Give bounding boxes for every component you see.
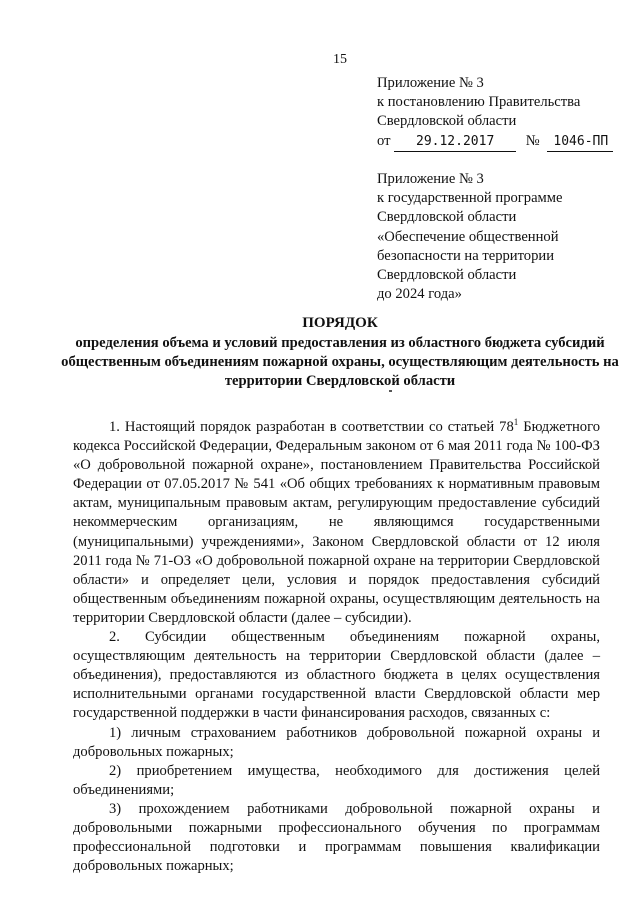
appendix-program-line4: «Обеспечение общественной xyxy=(377,228,559,245)
appendix-program-block xyxy=(377,170,563,304)
appendix-program-line2: к государственной программе xyxy=(377,190,563,207)
appendix-resolution-line2: к постановлению Правительства xyxy=(377,94,581,111)
appendix-program-line7: до 2024 года» xyxy=(377,286,462,303)
list-item-3: 3) прохождением работниками добровольной пожарной охраны и добровольными пожарными профессионального обучения по программам профессиональной подготовки и программам повышения квалификации добровольных пожарных; xyxy=(73,800,600,875)
appendix-resolution-line3: Свердловской области xyxy=(377,113,517,130)
appendix-program-line6: Свердловской области xyxy=(377,267,517,284)
article-superscript: 1 xyxy=(513,417,519,428)
list-item-1: 1) личным страхованием работников добровольной пожарной охраны и добровольных пожарных; xyxy=(73,724,600,760)
appendix-program-line5: безопасности на территории xyxy=(377,247,555,264)
appendix-program-line1: Приложение № 3 xyxy=(377,171,484,187)
number-sign: № xyxy=(525,132,540,149)
list-item-2: 2) приобретением имущества, необходимого для достижения целей объединениями; xyxy=(73,762,600,798)
resolution-number: 1046-ПП xyxy=(547,132,613,152)
paragraph-2: 2. Субсидии общественным объединениям пожарной охраны, осуществляющим деятельность на территории Свердловской области (далее – объединения), предоставляются из областного бюджета в целях осуществления исполнительными органами государственной власти Свердловской области мер государственной поддержки в части финансирования расходов, связанных с: xyxy=(73,629,600,722)
paragraph-1-start: 1. Настоящий порядок разработан в соответствии со статьей 78 xyxy=(109,419,514,435)
resolution-date: 29.12.2017 xyxy=(394,132,516,152)
document-subtitle: определения объема и условий предоставления из областного бюджета субсидий общественным объединениям пожарной охраны, осуществляющим деятельность на территории Свердловской области xyxy=(61,335,619,389)
appendix-resolution-line1: Приложение № 3 xyxy=(377,75,484,91)
appendix-resolution-block xyxy=(377,74,613,152)
appendix-resolution-date-line xyxy=(377,132,613,152)
document-body xyxy=(73,418,600,876)
page-number: 15 xyxy=(333,52,347,67)
date-prefix: от xyxy=(377,132,391,149)
document-title: ПОРЯДОК xyxy=(302,315,378,331)
scan-mark xyxy=(389,390,392,392)
paragraph-1 xyxy=(73,418,600,628)
appendix-program-line3: Свердловской области xyxy=(377,209,517,226)
paragraph-1-rest: Бюджетного кодекса Российской Федерации, Федеральным законом от 6 мая 2011 года № 100-ФЗ «О добровольной пожарной охране», постановлением Правительства Российской Федерации от 07.05.2017 № 541 «Об общих требованиях к нормативным правовым актам, муниципальным правовым актам, регулирующим предоставление субсидий некоммерческим организациям, не являющимся государственными (муниципальными) учреждениями», Законом Свердловской области от 12 июля 2011 года № 71-ОЗ «О добровольной пожарной охране на территории Свердловской области» и определяет цели, условия и порядок предоставления субсидий общественным объединениям пожарной охраны, осуществляющим деятельность на территории Свердловской области (далее – субсидии). xyxy=(73,419,600,626)
